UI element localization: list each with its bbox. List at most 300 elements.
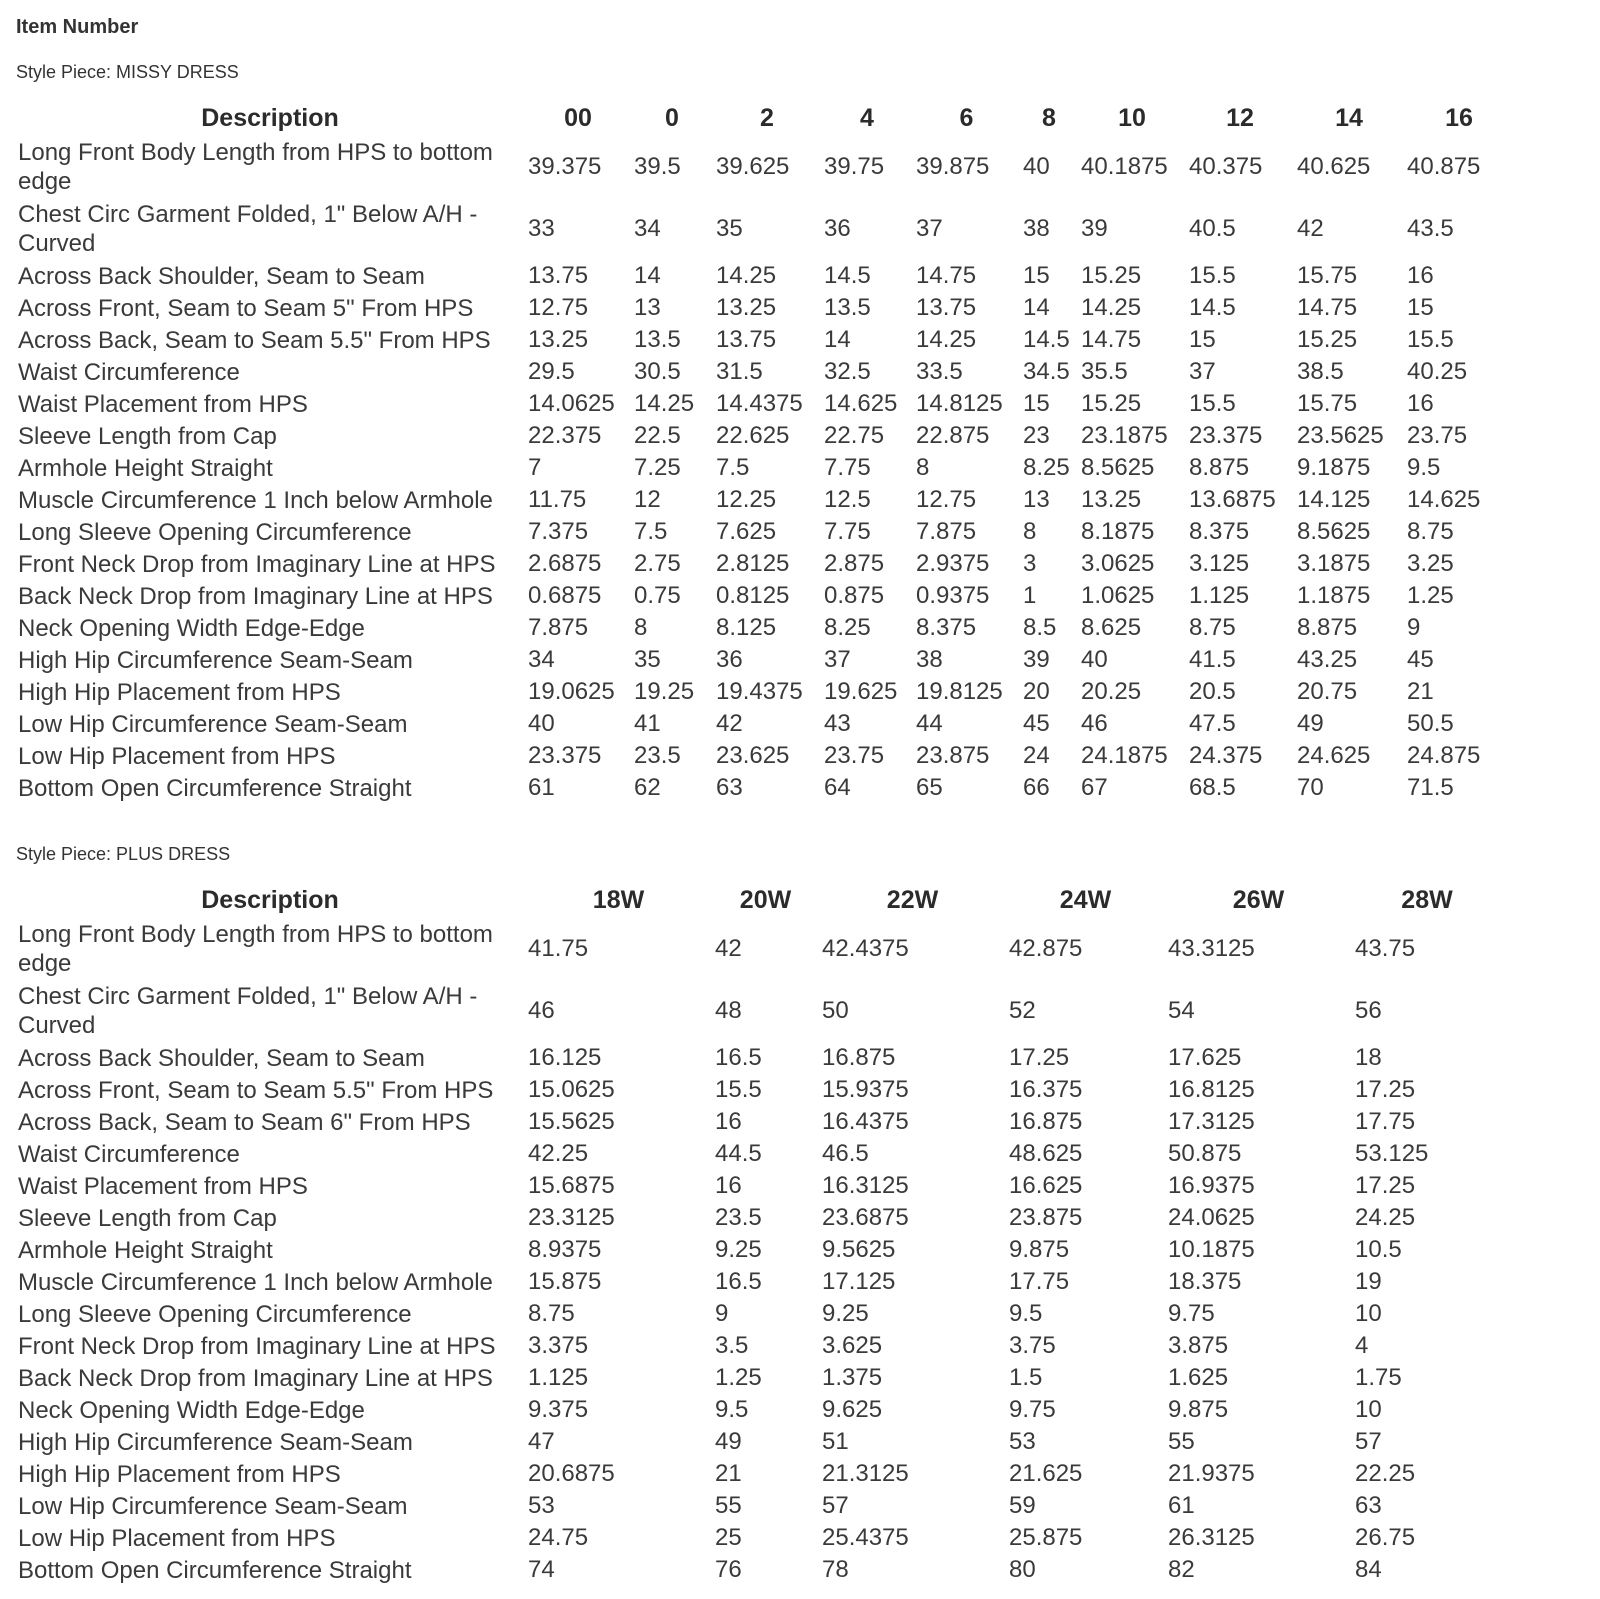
measurement-value: 11.75 <box>528 486 587 513</box>
measurement-value: 9.375 <box>528 1396 589 1423</box>
measurement-description: Neck Opening Width Edge-Edge <box>18 614 365 642</box>
table-row <box>12 1106 1499 1138</box>
measurement-description: Waist Placement from HPS <box>18 390 308 418</box>
measurement-value: 38 <box>1023 215 1050 242</box>
measurement-value: 18.375 <box>1168 1268 1242 1295</box>
measurement-value: 42.25 <box>528 1140 589 1167</box>
measurement-value: 40 <box>1023 153 1050 180</box>
measurement-value: 16.375 <box>1009 1076 1083 1103</box>
table-row <box>12 1330 1499 1362</box>
measurement-value: 14.0625 <box>528 390 615 417</box>
measurement-value: 40 <box>528 710 555 737</box>
measurement-value: 41.5 <box>1189 646 1236 673</box>
measurement-value: 23.5 <box>715 1204 762 1231</box>
measurement-value: 13.25 <box>528 326 589 353</box>
measurement-value: 43 <box>824 710 851 737</box>
measurement-description: Chest Circ Garment Folded, 1" Below A/H - Curved <box>18 983 478 1039</box>
measurement-value: 15.9375 <box>822 1076 909 1103</box>
table-row <box>12 1458 1499 1490</box>
measurement-value: 8.9375 <box>528 1236 602 1263</box>
measurement-value: 24.25 <box>1355 1204 1416 1231</box>
measurement-value: 17.75 <box>1355 1108 1416 1135</box>
measurement-value: 16 <box>715 1108 742 1135</box>
measurement-value: 0.75 <box>634 582 681 609</box>
measurement-value: 9.75 <box>1009 1396 1056 1423</box>
table-row <box>12 772 1511 804</box>
measurement-description: Chest Circ Garment Folded, 1" Below A/H - Curved <box>18 201 478 257</box>
measurement-value: 13.5 <box>824 294 871 321</box>
measurement-value: 1.0625 <box>1081 582 1155 609</box>
measurement-value: 44 <box>916 710 943 737</box>
measurement-value: 43.3125 <box>1168 935 1255 962</box>
measurement-value: 23.625 <box>716 742 790 769</box>
measurement-value: 42 <box>715 935 742 962</box>
measurement-value: 9.5 <box>1407 454 1441 481</box>
measurement-value: 42 <box>1297 215 1324 242</box>
measurement-description: Waist Placement from HPS <box>18 1172 308 1200</box>
measurement-value: 17.3125 <box>1168 1108 1255 1135</box>
measurement-description: Across Back, Seam to Seam 6" From HPS <box>18 1108 471 1136</box>
measurement-value: 14 <box>824 326 851 353</box>
measurement-value: 8.75 <box>1407 518 1454 545</box>
table-row <box>12 612 1511 644</box>
table-row <box>12 708 1511 740</box>
measurement-value: 56 <box>1355 997 1382 1024</box>
table-row <box>12 136 1511 198</box>
table-row <box>12 1426 1499 1458</box>
table-row <box>12 1202 1499 1234</box>
measurement-value: 15 <box>1023 390 1050 417</box>
measurement-value: 63 <box>1355 1492 1382 1519</box>
measurement-value: 8 <box>1023 518 1037 545</box>
measurement-description: Sleeve Length from Cap <box>18 1204 277 1232</box>
measurement-value: 21 <box>1407 678 1434 705</box>
table-row <box>12 1362 1499 1394</box>
measurement-value: 23.375 <box>528 742 602 769</box>
measurement-value: 49 <box>715 1428 742 1455</box>
measurement-value: 1 <box>1023 582 1037 609</box>
measurement-value: 20.25 <box>1081 678 1142 705</box>
measurement-value: 53.125 <box>1355 1140 1429 1167</box>
measurement-value: 21.3125 <box>822 1460 909 1487</box>
missy-description-header: Description <box>201 103 339 132</box>
measurement-value: 43.75 <box>1355 935 1416 962</box>
measurement-description: Low Hip Circumference Seam-Seam <box>18 710 408 738</box>
measurement-description: Across Front, Seam to Seam 5.5" From HPS <box>18 1076 494 1104</box>
measurement-description: High Hip Placement from HPS <box>18 678 341 706</box>
missy-table-body <box>12 136 1511 804</box>
measurement-value: 16.875 <box>822 1044 896 1071</box>
measurement-value: 14.4375 <box>716 390 803 417</box>
measurement-value: 66 <box>1023 774 1050 801</box>
measurement-value: 33 <box>528 215 555 242</box>
measurement-value: 24.875 <box>1407 742 1481 769</box>
measurement-value: 25.875 <box>1009 1524 1083 1551</box>
measurement-value: 54 <box>1168 997 1195 1024</box>
measurement-value: 22.75 <box>824 422 885 449</box>
measurement-value: 10.5 <box>1355 1236 1402 1263</box>
measurement-value: 1.625 <box>1168 1364 1229 1391</box>
measurement-value: 9.75 <box>1168 1300 1215 1327</box>
table-row <box>12 484 1511 516</box>
missy-size-header: 6 <box>959 103 974 132</box>
measurement-value: 10 <box>1355 1300 1382 1327</box>
measurement-value: 23.5625 <box>1297 422 1384 449</box>
measurement-value: 1.375 <box>822 1364 883 1391</box>
measurement-value: 3.25 <box>1407 550 1454 577</box>
measurement-value: 7.625 <box>716 518 777 545</box>
measurement-description: Muscle Circumference 1 Inch below Armhole <box>18 486 493 514</box>
measurement-value: 50.875 <box>1168 1140 1242 1167</box>
measurement-description: Across Back, Seam to Seam 5.5" From HPS <box>18 326 491 354</box>
measurement-value: 76 <box>715 1556 742 1583</box>
measurement-value: 71.5 <box>1407 774 1454 801</box>
measurement-value: 14.5 <box>1189 294 1236 321</box>
measurement-value: 9.5 <box>715 1396 749 1423</box>
measurement-value: 2.8125 <box>716 550 790 577</box>
measurement-value: 80 <box>1009 1556 1036 1583</box>
measurement-value: 33.5 <box>916 358 963 385</box>
measurement-value: 9.875 <box>1009 1236 1070 1263</box>
measurement-value: 12 <box>634 486 661 513</box>
measurement-value: 13.75 <box>716 326 777 353</box>
measurement-value: 2.6875 <box>528 550 602 577</box>
measurement-value: 41.75 <box>528 935 589 962</box>
measurement-value: 32.5 <box>824 358 871 385</box>
measurement-value: 40.25 <box>1407 358 1468 385</box>
measurement-value: 9.25 <box>715 1236 762 1263</box>
measurement-value: 3 <box>1023 550 1037 577</box>
measurement-value: 2.9375 <box>916 550 990 577</box>
measurement-value: 47 <box>528 1428 555 1455</box>
measurement-value: 1.125 <box>528 1364 589 1391</box>
measurement-value: 16.9375 <box>1168 1172 1255 1199</box>
measurement-value: 46.5 <box>822 1140 869 1167</box>
measurement-value: 24.1875 <box>1081 742 1168 769</box>
measurement-value: 9.625 <box>822 1396 883 1423</box>
measurement-value: 26.75 <box>1355 1524 1416 1551</box>
measurement-value: 7.75 <box>824 518 871 545</box>
measurement-value: 12.75 <box>528 294 589 321</box>
measurement-value: 10.1875 <box>1168 1236 1255 1263</box>
measurement-value: 50 <box>822 997 849 1024</box>
measurement-value: 41 <box>634 710 661 737</box>
measurement-value: 14.75 <box>916 262 977 289</box>
measurement-value: 8.5625 <box>1081 454 1155 481</box>
measurement-value: 19.0625 <box>528 678 615 705</box>
measurement-value: 37 <box>824 646 851 673</box>
measurement-value: 19.8125 <box>916 678 1003 705</box>
table-row <box>12 644 1511 676</box>
measurement-value: 15.875 <box>528 1268 602 1295</box>
table-row <box>12 1074 1499 1106</box>
measurement-value: 14.25 <box>716 262 777 289</box>
table-row <box>12 1234 1499 1266</box>
measurement-value: 23 <box>1023 422 1050 449</box>
measurement-value: 12.25 <box>716 486 777 513</box>
measurement-value: 43.25 <box>1297 646 1358 673</box>
measurement-value: 46 <box>528 997 555 1024</box>
measurement-value: 16.625 <box>1009 1172 1083 1199</box>
measurement-value: 38 <box>916 646 943 673</box>
measurement-value: 8.1875 <box>1081 518 1155 545</box>
measurement-value: 2.875 <box>824 550 885 577</box>
measurement-value: 23.6875 <box>822 1204 909 1231</box>
measurement-value: 13.25 <box>716 294 777 321</box>
measurement-value: 23.75 <box>824 742 885 769</box>
measurement-description: Bottom Open Circumference Straight <box>18 1556 412 1584</box>
measurement-value: 24.375 <box>1189 742 1263 769</box>
measurement-value: 14.625 <box>824 390 898 417</box>
measurement-value: 16.125 <box>528 1044 602 1071</box>
measurement-value: 0.8125 <box>716 582 790 609</box>
measurement-value: 67 <box>1081 774 1108 801</box>
measurement-value: 15.5 <box>1189 262 1236 289</box>
measurement-value: 46 <box>1081 710 1108 737</box>
measurement-value: 84 <box>1355 1556 1382 1583</box>
measurement-value: 14.75 <box>1297 294 1358 321</box>
measurement-value: 8.625 <box>1081 614 1142 641</box>
measurement-value: 63 <box>716 774 743 801</box>
measurement-description: Across Back Shoulder, Seam to Seam <box>18 1044 425 1072</box>
measurement-description: Across Back Shoulder, Seam to Seam <box>18 262 425 290</box>
measurement-value: 48.625 <box>1009 1140 1083 1167</box>
measurement-value: 9 <box>1407 614 1421 641</box>
measurement-value: 21.9375 <box>1168 1460 1255 1487</box>
measurement-value: 82 <box>1168 1556 1195 1583</box>
measurement-value: 14.25 <box>634 390 695 417</box>
measurement-value: 1.25 <box>715 1364 762 1391</box>
measurement-description: Long Front Body Length from HPS to bottom edge <box>18 921 493 977</box>
measurement-value: 53 <box>528 1492 555 1519</box>
measurement-value: 36 <box>716 646 743 673</box>
measurement-value: 15 <box>1407 294 1434 321</box>
measurement-value: 21 <box>715 1460 742 1487</box>
measurement-value: 40.5 <box>1189 215 1236 242</box>
measurement-value: 3.625 <box>822 1332 883 1359</box>
measurement-value: 3.5 <box>715 1332 749 1359</box>
measurement-value: 35.5 <box>1081 358 1128 385</box>
measurement-description: High Hip Placement from HPS <box>18 1460 341 1488</box>
measurement-value: 15.5 <box>1189 390 1236 417</box>
measurement-value: 23.375 <box>1189 422 1263 449</box>
measurement-value: 1.5 <box>1009 1364 1043 1391</box>
measurement-value: 1.125 <box>1189 582 1250 609</box>
plus-table-body <box>12 918 1499 1586</box>
measurement-value: 16.875 <box>1009 1108 1083 1135</box>
measurement-value: 40.875 <box>1407 153 1481 180</box>
measurement-value: 68.5 <box>1189 774 1236 801</box>
measurement-value: 14.8125 <box>916 390 1003 417</box>
table-row <box>12 918 1499 980</box>
table-row <box>12 1522 1499 1554</box>
measurement-value: 1.1875 <box>1297 582 1371 609</box>
table-row <box>12 260 1511 292</box>
measurement-value: 20 <box>1023 678 1050 705</box>
measurement-value: 52 <box>1009 997 1036 1024</box>
measurement-value: 14.5 <box>1023 326 1070 353</box>
measurement-description: Armhole Height Straight <box>18 454 273 482</box>
measurement-description: Neck Opening Width Edge-Edge <box>18 1396 365 1424</box>
measurement-value: 14 <box>634 262 661 289</box>
missy-size-header: 8 <box>1042 103 1056 132</box>
measurement-value: 0.9375 <box>916 582 990 609</box>
measurement-value: 35 <box>634 646 661 673</box>
measurement-value: 8 <box>634 614 648 641</box>
measurement-value: 13 <box>1023 486 1050 513</box>
measurement-value: 22.25 <box>1355 1460 1416 1487</box>
measurement-value: 51 <box>822 1428 849 1455</box>
table-row <box>12 740 1511 772</box>
measurement-value: 8.25 <box>824 614 871 641</box>
measurement-value: 14.125 <box>1297 486 1371 513</box>
measurement-value: 17.25 <box>1009 1044 1070 1071</box>
measurement-value: 70 <box>1297 774 1324 801</box>
measurement-value: 23.75 <box>1407 422 1468 449</box>
measurement-value: 74 <box>528 1556 555 1583</box>
measurement-value: 8.375 <box>916 614 977 641</box>
measurement-value: 23.3125 <box>528 1204 615 1231</box>
measurement-value: 14.25 <box>916 326 977 353</box>
measurement-value: 3.875 <box>1168 1332 1229 1359</box>
table-row <box>12 1298 1499 1330</box>
measurement-value: 12.5 <box>824 486 871 513</box>
measurement-value: 4 <box>1355 1332 1369 1359</box>
table-row <box>12 1266 1499 1298</box>
missy-size-header: 16 <box>1445 103 1473 132</box>
measurement-value: 16 <box>715 1172 742 1199</box>
table-row <box>12 198 1511 260</box>
measurement-value: 15.0625 <box>528 1076 615 1103</box>
missy-size-header: 12 <box>1226 103 1254 132</box>
missy-size-header: 2 <box>760 103 774 132</box>
measurement-value: 40 <box>1081 646 1108 673</box>
measurement-value: 20.6875 <box>528 1460 615 1487</box>
measurement-value: 39 <box>1081 215 1108 242</box>
measurement-value: 1.25 <box>1407 582 1454 609</box>
measurement-description: Muscle Circumference 1 Inch below Armhole <box>18 1268 493 1296</box>
table-row <box>12 1554 1499 1586</box>
measurement-value: 15.5 <box>715 1076 762 1103</box>
measurement-value: 59 <box>1009 1492 1036 1519</box>
measurement-description: Long Front Body Length from HPS to bottom edge <box>18 139 493 195</box>
measurement-value: 8.875 <box>1297 614 1358 641</box>
measurement-value: 18 <box>1355 1044 1382 1071</box>
measurement-description: Back Neck Drop from Imaginary Line at HPS <box>18 1364 493 1392</box>
measurement-value: 55 <box>715 1492 742 1519</box>
measurement-value: 3.0625 <box>1081 550 1155 577</box>
measurement-value: 13.25 <box>1081 486 1142 513</box>
plus-size-header: 24W <box>1059 885 1112 914</box>
measurement-description: High Hip Circumference Seam-Seam <box>18 646 413 674</box>
measurement-value: 7.875 <box>916 518 977 545</box>
table-row <box>12 292 1511 324</box>
measurement-value: 36 <box>824 215 851 242</box>
measurement-value: 47.5 <box>1189 710 1236 737</box>
measurement-value: 14.5 <box>824 262 871 289</box>
table-row <box>12 1394 1499 1426</box>
measurement-value: 15.75 <box>1297 390 1358 417</box>
measurement-value: 9.875 <box>1168 1396 1229 1423</box>
measurement-value: 8.75 <box>1189 614 1236 641</box>
measurement-value: 3.125 <box>1189 550 1250 577</box>
measurement-value: 16.4375 <box>822 1108 909 1135</box>
measurement-value: 0.6875 <box>528 582 602 609</box>
measurement-value: 16 <box>1407 262 1434 289</box>
measurement-value: 45 <box>1407 646 1434 673</box>
measurement-description: Low Hip Placement from HPS <box>18 1524 336 1552</box>
measurement-value: 19 <box>1355 1268 1382 1295</box>
measurement-value: 39 <box>1023 646 1050 673</box>
measurement-value: 9 <box>715 1300 729 1327</box>
measurement-value: 65 <box>916 774 943 801</box>
measurement-value: 15.25 <box>1297 326 1358 353</box>
measurement-value: 8.5625 <box>1297 518 1371 545</box>
measurement-description: Waist Circumference <box>18 1140 240 1168</box>
measurement-value: 8 <box>916 454 930 481</box>
measurement-value: 9.5625 <box>822 1236 896 1263</box>
table-row <box>12 324 1511 356</box>
measurement-value: 23.875 <box>1009 1204 1083 1231</box>
measurement-value: 39.75 <box>824 153 885 180</box>
measurement-value: 22.625 <box>716 422 790 449</box>
measurement-value: 30.5 <box>634 358 681 385</box>
measurement-value: 23.5 <box>634 742 681 769</box>
measurement-value: 64 <box>824 774 851 801</box>
plus-size-header: 28W <box>1401 885 1453 914</box>
measurement-value: 25.4375 <box>822 1524 909 1551</box>
measurement-value: 31.5 <box>716 358 763 385</box>
measurement-value: 13 <box>634 294 661 321</box>
measurement-value: 13.6875 <box>1189 486 1276 513</box>
measurement-value: 0.875 <box>824 582 885 609</box>
measurement-value: 39.625 <box>716 153 790 180</box>
measurement-value: 23.875 <box>916 742 990 769</box>
measurement-value: 78 <box>822 1556 849 1583</box>
measurement-value: 48 <box>715 997 742 1024</box>
measurement-value: 24.75 <box>528 1524 589 1551</box>
measurement-value: 9.25 <box>822 1300 869 1327</box>
measurement-value: 3.1875 <box>1297 550 1371 577</box>
measurement-value: 15.25 <box>1081 390 1142 417</box>
measurement-value: 37 <box>1189 358 1216 385</box>
measurement-value: 37 <box>916 215 943 242</box>
measurement-value: 15.5625 <box>528 1108 615 1135</box>
measurement-value: 13.5 <box>634 326 681 353</box>
measurement-value: 7 <box>528 454 542 481</box>
measurement-value: 45 <box>1023 710 1050 737</box>
measurement-description: Sleeve Length from Cap <box>18 422 277 450</box>
measurement-value: 8.875 <box>1189 454 1250 481</box>
missy-size-header: 4 <box>860 103 874 132</box>
plus-style-label: Style Piece: PLUS DRESS <box>16 844 231 864</box>
measurement-value: 57 <box>1355 1428 1382 1455</box>
measurement-value: 26.3125 <box>1168 1524 1255 1551</box>
measurement-value: 2.75 <box>634 550 681 577</box>
measurement-value: 14 <box>1023 294 1050 321</box>
measurement-description: High Hip Circumference Seam-Seam <box>18 1428 413 1456</box>
measurement-value: 25 <box>715 1524 742 1551</box>
measurement-value: 15.75 <box>1297 262 1358 289</box>
measurement-value: 16.8125 <box>1168 1076 1255 1103</box>
plus-size-header: 26W <box>1232 885 1285 914</box>
measurement-value: 34 <box>634 215 661 242</box>
measurement-value: 15.5 <box>1407 326 1454 353</box>
missy-size-header: 00 <box>564 103 592 132</box>
table-row <box>12 516 1511 548</box>
measurement-value: 8.25 <box>1023 454 1070 481</box>
measurement-value: 42.4375 <box>822 935 909 962</box>
